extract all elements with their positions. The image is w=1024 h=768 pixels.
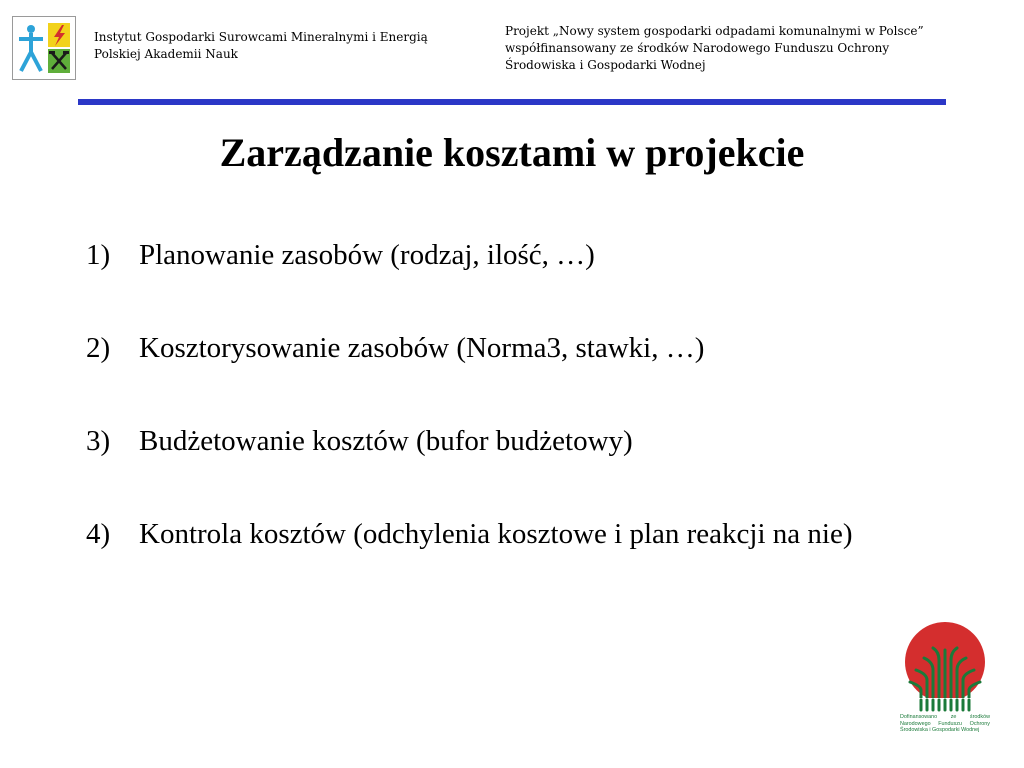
fund-caption: Dofinansowano ze środków Narodowego Funduszu Ochrony Środowiska i Gospodarki Wodnej xyxy=(900,714,990,734)
institute-name-line2: Polskiej Akademii Nauk xyxy=(94,47,238,61)
institute-name xyxy=(94,29,474,63)
list-item-number: 2) xyxy=(86,332,111,364)
list-item-number: 3) xyxy=(86,425,111,457)
list-item-number: 4) xyxy=(86,518,111,550)
list-item-number: 1) xyxy=(86,239,111,271)
list-item xyxy=(86,422,936,460)
list-item-text: Planowanie zasobów (rodzaj, ilość, …) xyxy=(139,239,595,271)
header-divider xyxy=(78,99,946,105)
project-line2: współfinansowany ze środków Narodowego Funduszu Ochrony xyxy=(505,41,890,55)
project-line1: Projekt „Nowy system gospodarki odpadami komunalnymi w Polsce” xyxy=(505,24,924,38)
list-item-text: Kontrola kosztów (odchylenia kosztowe i plan reakcji na nie) xyxy=(139,518,853,550)
project-description xyxy=(505,23,985,74)
list-item-text: Budżetowanie kosztów (bufor budżetowy) xyxy=(139,425,633,457)
project-line3: Środowiska i Gospodarki Wodnej xyxy=(505,58,706,72)
cost-management-list xyxy=(86,236,936,608)
list-item xyxy=(86,515,936,553)
list-item-text: Kosztorysowanie zasobów (Norma3, stawki, …) xyxy=(139,332,705,364)
institute-logo xyxy=(12,16,76,80)
list-item xyxy=(86,236,936,274)
slide-title: Zarządzanie kosztami w projekcie xyxy=(219,130,805,175)
institute-name-line1: Instytut Gospodarki Surowcami Mineralnymi i Energią xyxy=(94,30,428,44)
list-item xyxy=(86,329,936,367)
